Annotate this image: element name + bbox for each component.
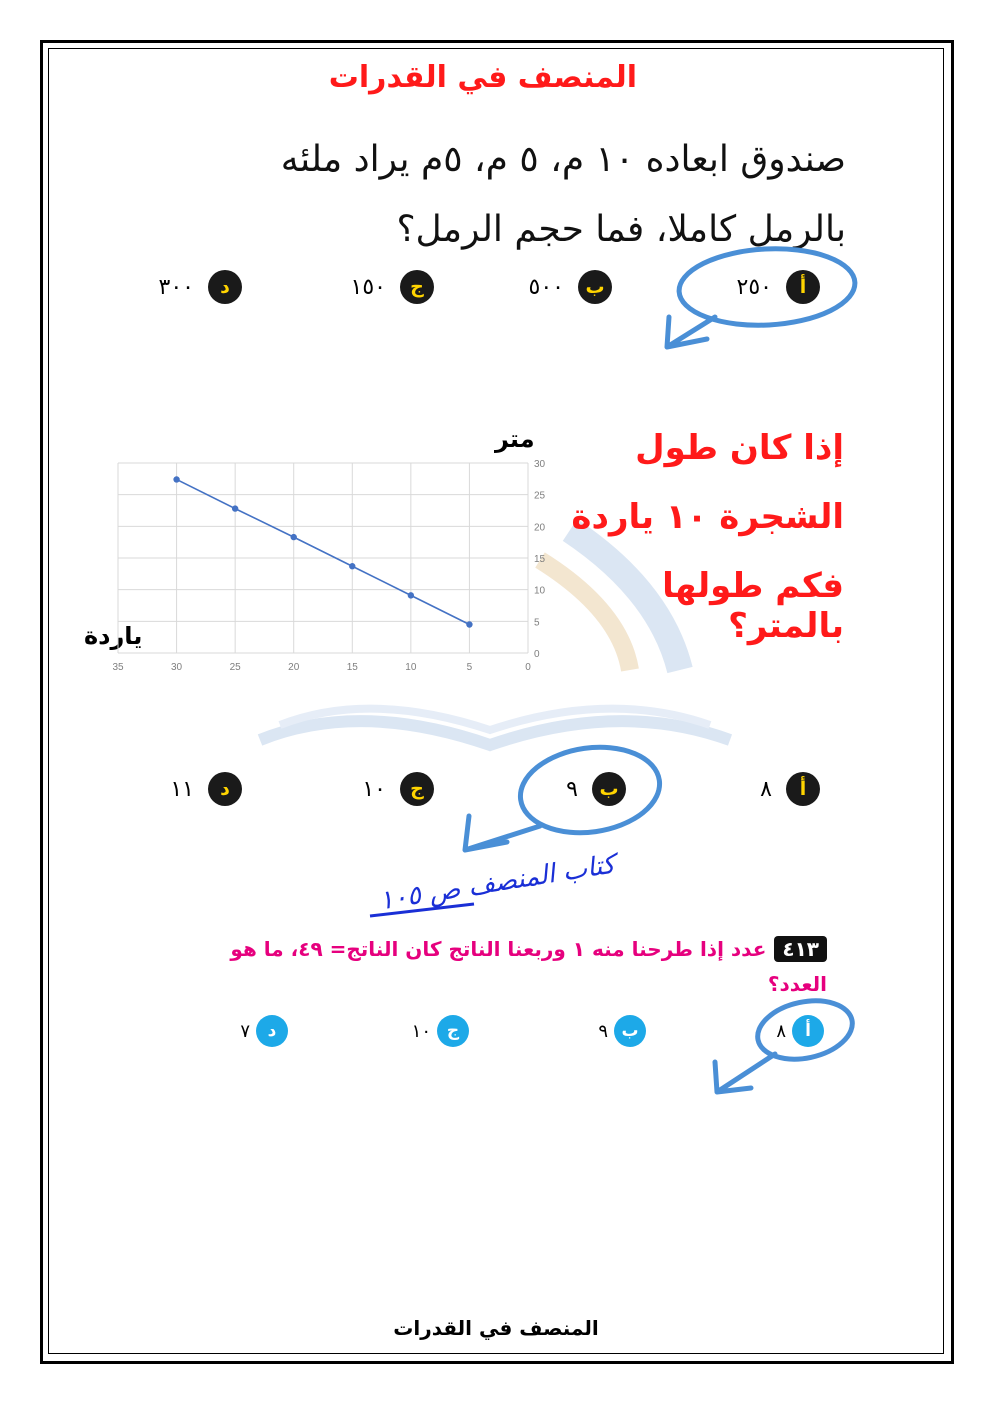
option-letter-badge: ج — [437, 1015, 469, 1047]
x-tick-label: 0 — [525, 662, 531, 673]
data-point — [466, 621, 472, 627]
option-letter-badge: د — [208, 270, 242, 304]
option-value: ٥٠٠ — [528, 274, 564, 300]
q2-option-c[interactable] — [362, 772, 434, 806]
q2-option-d[interactable] — [170, 772, 242, 806]
chart-ylabel: متر — [495, 425, 535, 453]
x-tick-label: 30 — [171, 662, 183, 673]
q3-option-c[interactable] — [412, 1015, 469, 1047]
y-tick-label: 25 — [534, 490, 546, 502]
chart-xlabel: ياردة — [84, 622, 143, 650]
x-tick-label: 10 — [405, 662, 417, 673]
y-tick-label: 30 — [534, 459, 546, 470]
x-tick-label: 5 — [466, 662, 473, 673]
data-point — [291, 534, 297, 540]
option-value: ٨ — [760, 776, 772, 802]
option-letter-badge: أ — [786, 772, 820, 806]
option-letter-badge: ج — [400, 772, 434, 806]
option-value: ٨ — [776, 1020, 786, 1042]
data-point — [173, 476, 179, 482]
handwritten-underline — [368, 900, 478, 922]
data-point — [408, 592, 414, 598]
option-value: ٩ — [566, 776, 578, 802]
q1-answer-circle-mark — [655, 235, 875, 360]
question3-line1: عدد إذا طرحنا منه ١ وربعنا الناتج كان الناتج= ٤٩، ما هو — [230, 937, 767, 961]
option-value: ١٠ — [362, 776, 386, 802]
q3-option-d[interactable] — [240, 1015, 288, 1047]
q3-option-b[interactable] — [598, 1015, 646, 1047]
y-tick-label: 10 — [534, 585, 546, 597]
option-letter-badge: أ — [792, 1015, 824, 1047]
y-tick-label: 0 — [534, 649, 540, 660]
option-letter-badge: د — [208, 772, 242, 806]
y-tick-label: 20 — [534, 522, 546, 534]
question2-line3: فكم طولها بالمتر؟ — [662, 566, 844, 646]
x-tick-label: 35 — [112, 662, 124, 673]
option-value: ١٠ — [411, 1020, 431, 1042]
page-footer: المنصف في القدرات — [393, 1316, 599, 1340]
x-tick-label: 20 — [288, 662, 300, 673]
handwritten-note: كتاب المنصف ص ١٠٥ — [377, 849, 618, 917]
q2-answer-circle-mark — [455, 738, 670, 858]
question3-line2: العدد؟ — [767, 972, 827, 996]
page-title: المنصف في القدرات — [328, 60, 637, 95]
option-value: ٧ — [240, 1020, 250, 1042]
line-chart — [108, 455, 558, 685]
question1-line1: صندوق ابعاده ١٠ م، ٥ م، ٥م يراد ملئه — [280, 139, 846, 180]
option-value: ٩ — [598, 1020, 608, 1042]
y-tick-label: 15 — [534, 554, 546, 565]
q1-option-d[interactable] — [159, 270, 242, 304]
data-point — [349, 563, 355, 569]
q1-option-c[interactable] — [351, 270, 434, 304]
y-tick-label: 5 — [534, 617, 540, 629]
option-value: ١١ — [170, 776, 194, 802]
option-letter-badge: ب — [578, 270, 612, 304]
x-tick-label: 15 — [346, 662, 358, 673]
question1-line2: بالرمل كاملا، فما حجم الرمل؟ — [396, 209, 846, 250]
q1-option-b[interactable] — [529, 270, 612, 304]
option-letter-badge: ج — [400, 270, 434, 304]
option-letter-badge: ب — [614, 1015, 646, 1047]
question2-line2: الشجرة ١٠ ياردة — [571, 497, 844, 537]
q2-option-a[interactable] — [760, 772, 820, 806]
option-value: ١٥٠ — [350, 274, 386, 300]
question2-line1: إذا كان طول — [635, 428, 844, 468]
option-value: ٣٠٠ — [158, 274, 194, 300]
option-letter-badge: ب — [592, 772, 626, 806]
question3-header — [230, 936, 827, 962]
x-tick-label: 25 — [229, 662, 241, 673]
data-point — [232, 505, 238, 511]
option-letter-badge: د — [256, 1015, 288, 1047]
question-number: ٤١٣ — [774, 936, 827, 962]
option-letter-badge: أ — [786, 270, 820, 304]
series-line — [177, 479, 470, 624]
q3-answer-circle-mark — [705, 992, 865, 1102]
option-value: ٢٥٠ — [736, 274, 772, 300]
